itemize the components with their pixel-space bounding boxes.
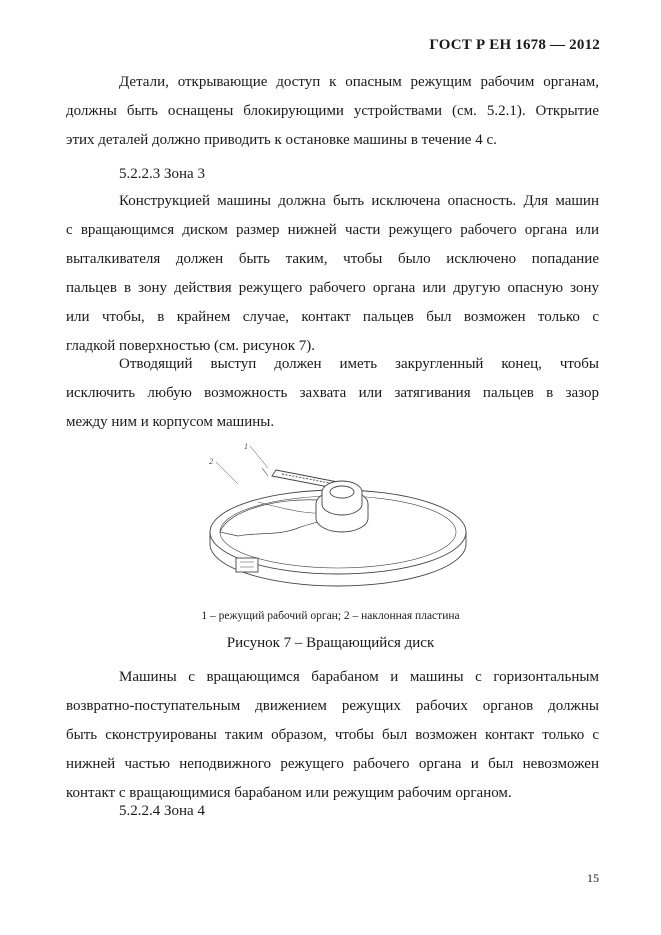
text-line: Конструкцией машины должна быть исключена опасность. Для машин (119, 193, 599, 209)
paragraph-doors (66, 68, 599, 155)
figure-label-1: 1 (244, 442, 248, 451)
text-line: с вращающимся диском размер нижней части режущего рабочего органа или (66, 222, 599, 238)
text-line: выталкивателя должен быть таким, чтобы было исключено попадание (66, 251, 599, 267)
paragraph-zone3 (66, 187, 599, 361)
text-line: гладкой поверхностью (см. рисунок 7). (66, 338, 316, 354)
page-number: 15 (587, 871, 599, 885)
paragraph-ejector (66, 350, 599, 437)
text-line: возвратно-поступательным движением режущих рабочих органов должны (66, 698, 599, 714)
text-line: исключить любую возможность захвата или затягивания пальцев в зазор (66, 385, 599, 401)
text-line: пальцев в зону действия режущего рабочего органа или другую опасную зону (66, 280, 599, 296)
section-heading-zone4: 5.2.2.4 Зона 4 (119, 803, 205, 819)
paragraph-drums (66, 663, 599, 808)
figure-caption: Рисунок 7 – Вращающийся диск (226, 635, 435, 651)
text-line: должны быть оснащены блокирующими устройствами (см. 5.2.1). Открытие (66, 103, 599, 119)
text-line: контакт с вращающимися барабаном или режущим рабочим органом. (66, 785, 512, 801)
rotating-disc-figure (198, 440, 478, 610)
text-line: Машины с вращающимся барабаном и машины с горизонтальным (119, 669, 599, 685)
document-header: ГОСТ Р ЕН 1678 — 2012 (429, 37, 600, 53)
text-line: Детали, открывающие доступ к опасным режущим рабочим органам, (119, 74, 599, 90)
text-line: Отводящий выступ должен иметь закругленный конец, чтобы (119, 356, 599, 372)
text-line: этих деталей должно приводить к остановке машины в течение 4 с. (66, 132, 497, 148)
figure-label-2: 2 (209, 457, 213, 466)
figure-legend: 1 – режущий рабочий орган; 2 – наклонная пластина (201, 610, 460, 622)
section-heading-zone3: 5.2.2.3 Зона 3 (119, 166, 205, 182)
text-line: или чтобы, в крайнем случае, контакт пальцев был возможен только с (66, 309, 599, 325)
text-line: нижней частью неподвижного режущего рабочего органа и был невозможен (66, 756, 599, 772)
text-line: между ним и корпусом машины. (66, 414, 275, 430)
text-line: быть сконструированы таким образом, чтобы был возможен контакт только с (66, 727, 599, 743)
